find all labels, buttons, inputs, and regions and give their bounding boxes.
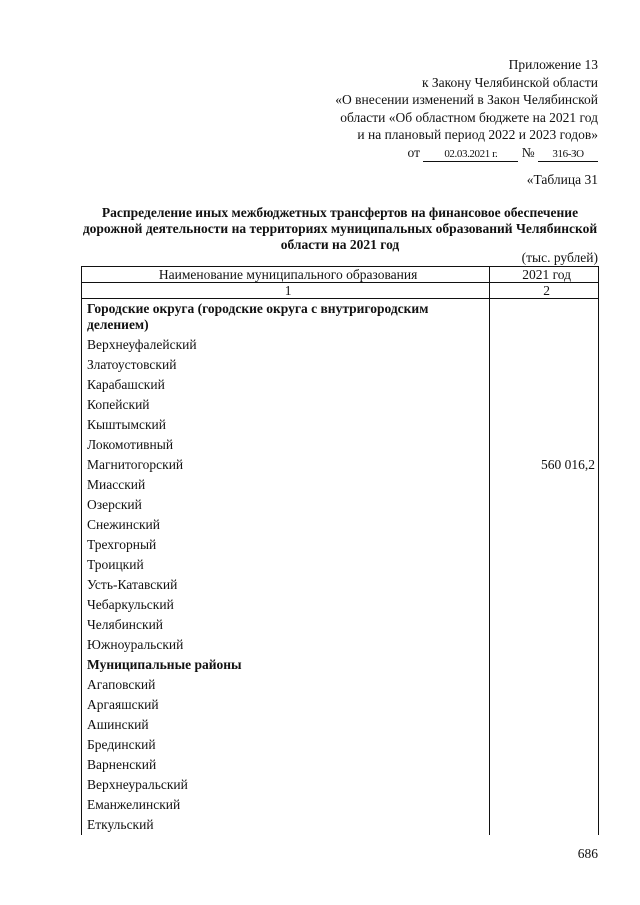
- amount-2021: [490, 635, 599, 655]
- amount-2021: [490, 395, 599, 415]
- appendix-line: к Закону Челябинской области: [421, 74, 598, 90]
- table-row: [82, 415, 599, 435]
- amount-2021: [490, 515, 599, 535]
- group-row: [82, 655, 599, 675]
- municipality-name: Чебаркульский: [82, 595, 490, 615]
- number-label: №: [521, 144, 535, 160]
- distribution-table: [81, 266, 599, 835]
- municipality-name: Локомотивный: [82, 435, 490, 455]
- table-row: [82, 595, 599, 615]
- appendix-line: Приложение 13: [508, 57, 598, 72]
- table-row: [82, 475, 599, 495]
- amount-2021: [490, 535, 599, 555]
- amount-2021: [490, 435, 599, 455]
- amount-2021: [490, 495, 599, 515]
- appendix-line: области «Об областном бюджете на 2021 год: [340, 109, 598, 125]
- column-number: 1: [82, 283, 490, 299]
- municipality-name: Озерский: [82, 495, 490, 515]
- column-numbers-row: [82, 283, 599, 299]
- table-row: [82, 675, 599, 695]
- appendix-line: и на плановый период 2022 и 2023 годов»: [357, 127, 598, 143]
- amount-2021: [490, 695, 599, 715]
- amount-2021: [490, 555, 599, 575]
- municipality-name: Еманжелинский: [82, 795, 490, 815]
- table-row: [82, 335, 599, 355]
- group-row: [82, 299, 599, 336]
- table-label: «Таблица 31: [526, 172, 598, 187]
- table-row: [82, 735, 599, 755]
- table-row: [82, 435, 599, 455]
- amount-2021: [490, 615, 599, 635]
- group-title-municipal-districts: Муниципальные районы: [82, 655, 490, 675]
- municipality-name: Снежинский: [82, 515, 490, 535]
- units-label: (тыс. рублей): [521, 250, 598, 265]
- municipality-name: Верхнеуфалейский: [82, 335, 490, 355]
- municipality-name: Магнитогорский: [82, 455, 490, 475]
- municipality-name: Верхнеуральский: [82, 775, 490, 795]
- municipality-name: Златоустовский: [82, 355, 490, 375]
- amount-2021: [490, 595, 599, 615]
- appendix-header: [335, 56, 598, 162]
- amount-2021: [490, 475, 599, 495]
- table-row: [82, 815, 599, 835]
- municipality-name: Кыштымский: [82, 415, 490, 435]
- amount-2021: [490, 795, 599, 815]
- amount-2021: [490, 755, 599, 775]
- amount-2021: [490, 775, 599, 795]
- page-number: 686: [577, 846, 598, 861]
- municipality-name: Еткульский: [82, 815, 490, 835]
- amount-2021: [490, 335, 599, 355]
- table-row: [82, 635, 599, 655]
- table-row: [82, 395, 599, 415]
- law-number: 316-ЗО: [538, 148, 598, 162]
- law-date: 02.03.2021 г.: [423, 148, 518, 162]
- municipality-name: Миасский: [82, 475, 490, 495]
- table-row: [82, 715, 599, 735]
- amount-2021: [490, 735, 599, 755]
- municipality-name: Брединский: [82, 735, 490, 755]
- column-number: 2: [490, 283, 599, 299]
- table-row: [82, 375, 599, 395]
- table-row: [82, 695, 599, 715]
- table-row: [82, 775, 599, 795]
- municipality-name: Усть-Катавский: [82, 575, 490, 595]
- table-row: [82, 755, 599, 775]
- municipality-name: Троицкий: [82, 555, 490, 575]
- table-row: [82, 535, 599, 555]
- amount-2021: 560 016,2: [490, 455, 599, 475]
- group-title-urban-districts: Городские округа (городские округа с внутригородским делением): [82, 299, 490, 336]
- table-row: [82, 575, 599, 595]
- table-row: [82, 355, 599, 375]
- document-title: Распределение иных межбюджетных трансфертов на финансовое обеспечение дорожной деятельности на территориях муниципальных образований Челябинской области на 2021 год: [82, 205, 598, 252]
- law-date-number-line: [335, 144, 598, 162]
- municipality-name: Карабашский: [82, 375, 490, 395]
- column-header-name: Наименование муниципального образования: [82, 267, 490, 283]
- amount-2021: [490, 415, 599, 435]
- appendix-line: «О внесении изменений в Закон Челябинской: [335, 92, 598, 108]
- amount-2021: [490, 675, 599, 695]
- table-row: [82, 795, 599, 815]
- municipality-name: Варненский: [82, 755, 490, 775]
- amount-2021: [490, 375, 599, 395]
- municipality-name: Южноуральский: [82, 635, 490, 655]
- municipality-name: Трехгорный: [82, 535, 490, 555]
- amount-2021: [490, 355, 599, 375]
- amount-2021: [490, 575, 599, 595]
- table-row: [82, 455, 599, 475]
- from-label: от: [407, 144, 420, 160]
- municipality-name: Челябинский: [82, 615, 490, 635]
- table-row: [82, 555, 599, 575]
- municipality-name: Агаповский: [82, 675, 490, 695]
- column-header-year: 2021 год: [490, 267, 599, 283]
- amount-2021: [490, 715, 599, 735]
- table-header-row: [82, 267, 599, 283]
- table-row: [82, 515, 599, 535]
- municipality-name: Копейский: [82, 395, 490, 415]
- table-row: [82, 495, 599, 515]
- amount-2021: [490, 815, 599, 835]
- municipality-name: Ашинский: [82, 715, 490, 735]
- table-row: [82, 615, 599, 635]
- municipality-name: Аргаяшский: [82, 695, 490, 715]
